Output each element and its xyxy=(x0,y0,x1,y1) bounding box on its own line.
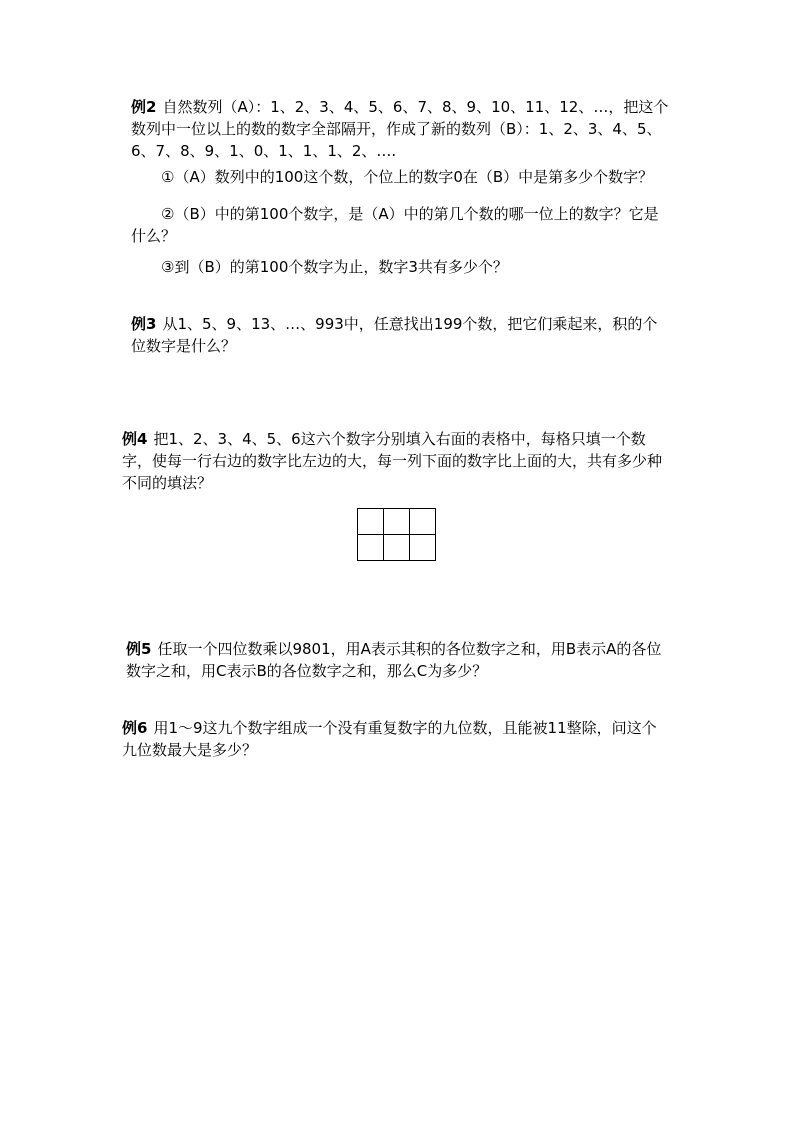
grid-cell xyxy=(384,509,410,535)
example-2-label: 例2 xyxy=(131,98,157,116)
example-4 xyxy=(122,428,670,494)
grid-row-bottom xyxy=(358,535,436,561)
example-3-label: 例3 xyxy=(131,315,157,333)
example-2-intro xyxy=(131,96,671,162)
example-5-label: 例5 xyxy=(126,640,152,658)
example-4-text: 把1、2、3、4、5、6这六个数字分别填入右面的表格中，每格只填一个数字，使每一行右边的数字比左边的大，每一列下面的数字比上面的大，共有多少种不同的填法？ xyxy=(122,430,663,492)
grid-cell xyxy=(410,509,436,535)
fill-in-grid xyxy=(357,508,436,561)
example-5 xyxy=(126,638,670,682)
grid-cell xyxy=(384,535,410,561)
example-4-label: 例4 xyxy=(122,430,148,448)
example-3-text: 从1、5、9、13、…、993中，任意找出199个数，把它们乘起来，积的个位数字是什么？ xyxy=(131,315,658,355)
example-2-text: 自然数列（A）：1、2、3、4、5、6、7、8、9、10、11、12、…，把这个数列中一位以上的数的数字全部隔开，作成了新的数列（B）：1、2、3、4、5、6、7、8、9、1、0、1、1、1、2、…. xyxy=(131,98,669,160)
grid-cell xyxy=(410,535,436,561)
example-2-question-2: ②（B）中的第100个数字，是（A）中的第几个数的哪一位上的数字？它是什么？ xyxy=(131,205,659,245)
example-6-label: 例6 xyxy=(122,719,148,737)
example-6 xyxy=(122,717,670,761)
grid-cell xyxy=(358,535,384,561)
grid-cell xyxy=(358,509,384,535)
example-2-question-3: ③到（B）的第100个数字为止，数字3共有多少个？ xyxy=(161,258,508,276)
example-3 xyxy=(131,313,671,357)
example-6-text: 用1～9这九个数字组成一个没有重复数字的九位数，且能被11整除，问这个九位数最大是多少？ xyxy=(122,719,657,759)
example-2-question-1: ①（A）数列中的100这个数，个位上的数字0在（B）中是第多少个数字？ xyxy=(161,168,654,186)
example-5-text: 任取一个四位数乘以9801，用A表示其积的各位数字之和，用B表示A的各位数字之和，用C表示B的各位数字之和，那么C为多少？ xyxy=(126,640,662,680)
grid-row-top xyxy=(358,509,436,535)
